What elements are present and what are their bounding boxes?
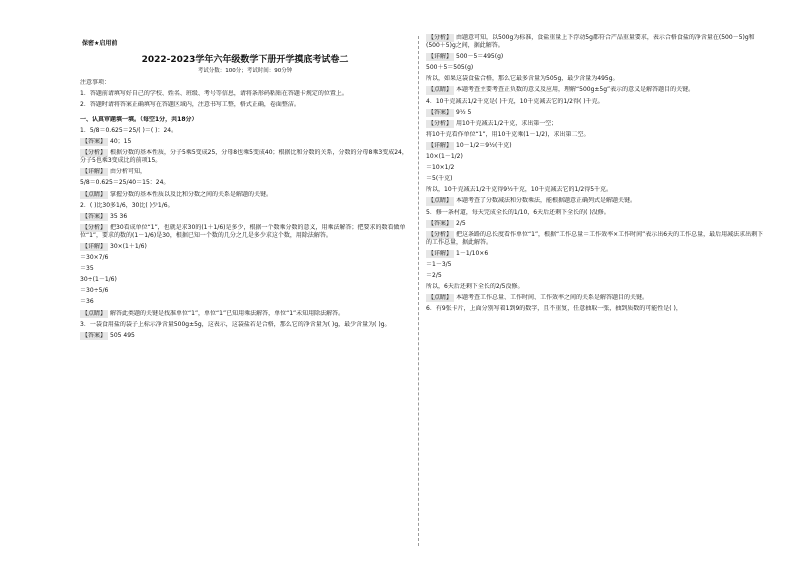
q2-step: 30÷(1－1/6) — [80, 276, 117, 284]
answer-tag: 【答案】 — [82, 212, 107, 220]
q1-answer: 40；15 — [110, 138, 132, 146]
question-3-stem: 3．一袋食用盐的袋子上标示净含量500g±5g，这表示，这袋盐若是合格，那么它的净含量为( )g，最少含量为( )g。 — [80, 320, 391, 328]
q4-comment: 本题考查了分数减法和分数乘法，能根据题意正确列式是解题关键。 — [456, 197, 637, 205]
analysis-tag: 【分析】 — [428, 34, 453, 41]
question-4-stem: 4．10千克减去1/2千克是( )千克，10千克减去它的1/2得( )千克。 — [426, 97, 604, 105]
q2-detail: 30×(1＋1/6) — [110, 242, 147, 250]
detail-tag: 【详解】 — [428, 53, 453, 61]
answer-tag: 【答案】 — [428, 108, 453, 116]
analysis-tag: 【分析】 — [82, 223, 107, 231]
comment-tag: 【点睛】 — [82, 309, 107, 317]
q4-step: ＝5(千克) — [426, 175, 453, 183]
q2-analysis: 把30看成单位“1”，也就是求30的(1＋1/6)是多少，根据一个数乘分数的意义，用乘法解答；把要求的数看做单位“1”，要求的数的(1－1/6)是30，根据已知一个数的几分之几是多少求这个数，用除法解答。 — [80, 223, 406, 239]
right-column — [426, 34, 766, 316]
q5-analysis: 把这条路的总长度看作单位“1”，根据“工作总量＝工作效率×工作时间”表示出6天的工作总量，最后用减法求出剩下的工作总量，据此解答。 — [426, 230, 764, 246]
detail-tag: 【详解】 — [82, 168, 107, 176]
notes-heading: 注意事项： — [80, 78, 111, 86]
left-column — [80, 34, 410, 343]
q2-step: ＝36 — [80, 298, 94, 306]
q2-step: ＝35 — [80, 265, 94, 273]
q1-comment: 掌握分数的基本性质以及比和分数之间的关系是解题的关键。 — [110, 190, 273, 198]
q5-conclusion: 所以，6天后还剩下全长的2/5没修。 — [426, 283, 524, 291]
q4-answer: 9½ 5 — [456, 108, 472, 116]
comment-tag: 【点睛】 — [428, 197, 453, 205]
q4-conclusion: 所以，10千克减去1/2千克得9½千克，10千克减去它的1/2得5千克。 — [426, 186, 613, 194]
question-6-stem: 6．有9张卡片，上面分别写着1到9的数字，且不重复，任意抽取一张，抽到质数的可能性是( )， — [426, 305, 682, 313]
answer-tag: 【答案】 — [428, 219, 453, 227]
comment-tag: 【点睛】 — [428, 86, 453, 94]
q4-step: ＝10×1/2 — [426, 164, 455, 172]
q2-comment: 解答此类题的关键是找准单位“1”，单位“1”已知用乘法解答，单位“1”未知用除法解答。 — [110, 309, 345, 317]
q1-detail-equation: 5/8＝0.625＝25/40＝15：24。 — [80, 179, 170, 187]
comment-tag: 【点睛】 — [82, 190, 107, 198]
detail-tag: 【详解】 — [82, 242, 107, 250]
q4-detail: 10－1/2＝9½(千克) — [456, 141, 512, 149]
q4-analysis-2: 将10千克看作单位“1”，用10千克乘(1－1/2)，求出第二空。 — [426, 130, 590, 138]
q3-step: 500＋5＝505(g) — [426, 64, 474, 72]
note-item: 1．答题前请填写好自己的学校、姓名、班级、考号等信息，请将条形码粘贴在答题卡规定的位置上。 — [80, 89, 348, 97]
q1-detail: 由分析可知， — [110, 168, 147, 176]
question-5-stem: 5．修一条村道，每天完成全长的1/10，6天后还剩下全长的( )没修。 — [426, 208, 610, 216]
q2-step: ＝30÷5/6 — [80, 287, 109, 295]
q5-step: ＝2/5 — [426, 272, 442, 280]
q2-answer: 35 36 — [110, 212, 128, 220]
analysis-tag: 【分析】 — [82, 149, 107, 157]
q3-comment: 本题考查主要考查正负数的意义及应用，理解“500g±5g”表示的意义是解答题目的关键。 — [456, 86, 695, 94]
confidential-mark: 保密★启用前 — [82, 40, 118, 47]
q4-step: 10×(1－1/2) — [426, 153, 463, 161]
question-2-stem: 2．( )比30多1/6，30比( )少1/6。 — [80, 201, 174, 209]
q2-step: ＝30×7/6 — [80, 254, 109, 262]
analysis-tag: 【分析】 — [428, 230, 453, 238]
exam-subtitle: 考试分数：100分；考试时间：90分钟 — [197, 68, 293, 75]
q5-answer: 2/5 — [456, 219, 466, 227]
detail-tag: 【详解】 — [428, 141, 453, 149]
answer-tag: 【答案】 — [82, 331, 107, 339]
q3-conclusion: 所以，如果这袋食盐合格，那么它最多含量为505g，最少含量为495g。 — [426, 75, 619, 83]
note-item: 2．答题时请将答案正确填写在答题区域内，注意书写工整，格式正确，卷面整洁。 — [80, 100, 300, 108]
answer-tag: 【答案】 — [82, 138, 107, 146]
exam-title: 2022-2023学年六年级数学下册开学摸底考试卷二 — [141, 55, 349, 65]
comment-tag: 【点睛】 — [428, 294, 453, 302]
detail-tag: 【详解】 — [428, 249, 453, 257]
analysis-tag: 【分析】 — [428, 119, 453, 127]
q3-analysis: 由题意可知，以500g为标准，食盐重量上下浮动5g都符合产品重量要求，表示合格食盐的净含量在(500－5)g和(500＋5)g之间，据此解答。 — [426, 34, 755, 50]
q5-detail: 1－1/10×6 — [456, 249, 489, 257]
q3-answer: 505 495 — [110, 331, 135, 339]
q3-detail: 500－5＝495(g) — [456, 53, 504, 61]
q4-analysis: 用10千克减去1/2千克，求出第一空； — [456, 119, 558, 127]
question-1-stem: 1．5/8＝0.625＝25/( )＝( )：24。 — [80, 126, 178, 134]
column-divider — [418, 36, 419, 546]
q5-step: ＝1－3/5 — [426, 260, 452, 268]
q1-analysis: 根据分数的基本性质，分子5乘5变成25，分母8也乘5变成40；根据比和分数的关系，分数的分母8乘3变成24，分子5也乘3变成比的前项15。 — [80, 149, 408, 165]
section-heading: 一、认真审题填一填。（每空1分，共18分） — [80, 115, 198, 123]
q5-comment: 本题考查工作总量、工作时间、工作效率之间的关系是解答题目的关键。 — [456, 294, 649, 302]
